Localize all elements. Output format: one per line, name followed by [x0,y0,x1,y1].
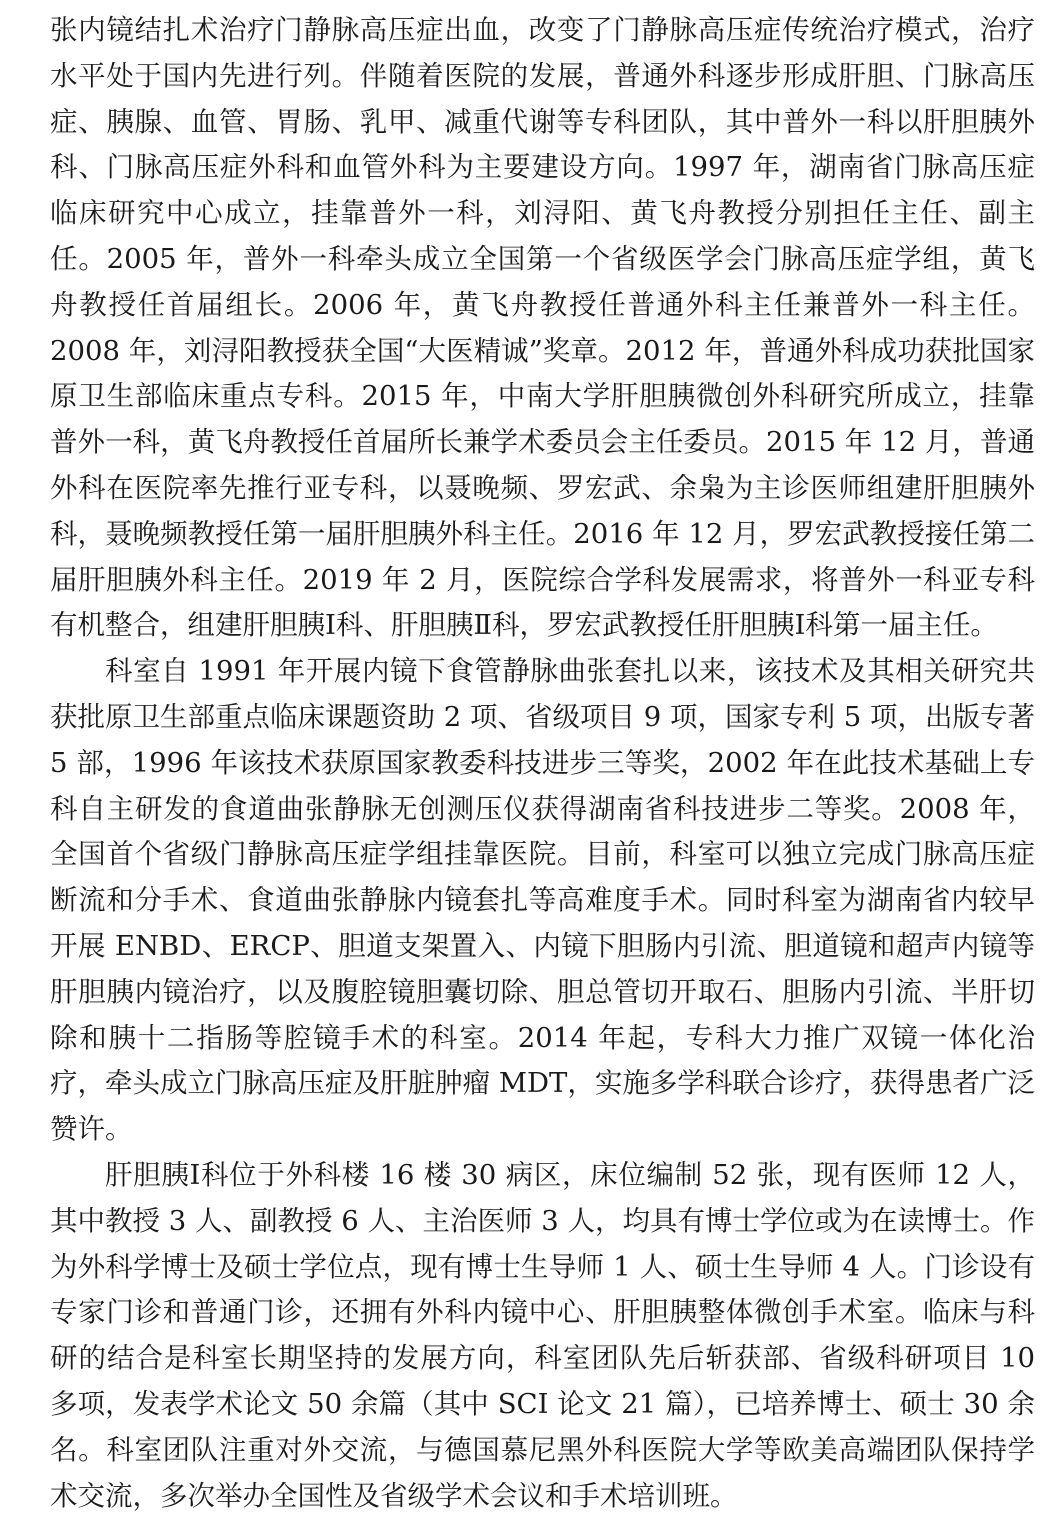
document-page [50,8,1035,1519]
paragraph-technology: 科室自 1991 年开展内镜下食管静脉曲张套扎以来，该技术及其相关研究共获批原卫生部重点临床课题资助 2 项、省级项目 9 项，国家专利 5 项，出版专著 5 部，1996 年该技术获原国家教委科技进步三等奖，2002 年在此技术基础上专科自主研发的食道曲张静脉无创测压仪获得湖南省科技进步二等奖。2008 年，全国首个省级门静脉高压症学组挂靠医院。目前，科室可以独立完成门脉高压症断流和分手术、食道曲张静脉内镜套扎等高难度手术。同时科室为湖南省内较早开展 ENBD、ERCP、胆道支架置入、内镜下胆肠内引流、胆道镜和超声内镜等肝胆胰内镜治疗，以及腹腔镜胆囊切除、胆总管切开取石、胆肠内引流、半肝切除和胰十二指肠等腔镜手术的科室。2014 年起，专科大力推广双镜一体化治疗，牵头成立门脉高压症及肝脏肿瘤 MDT，实施多学科联合诊疗，获得患者广泛赞许。 [50,655,1035,1146]
paragraph-department: 肝胆胰Ⅰ科位于外科楼 16 楼 30 病区，床位编制 52 张，现有医师 12 人，其中教授 3 人、副教授 6 人、主治医师 3 人，均具有博士学位或为在读博士。作为外科学博士及硕士学位点，现有博士生导师 1 人、硕士生导师 4 人。门诊设有专家门诊和普通门诊，还拥有外科内镜中心、肝胆胰整体微创手术室。临床与科研的结合是科室长期坚持的发展方向，科室团队先后斩获部、省级科研项目 10 多项，发表学术论文 50 余篇（其中 SCI 论文 21 篇），已培养博士、硕士 30 余名。科室团队注重对外交流，与德国慕尼黑外科医院大学等欧美高端团队保持学术交流，多次举办全国性及省级学术会议和手术培训班。 [50,1158,1035,1512]
paragraph-history: 张内镜结扎术治疗门静脉高压症出血，改变了门静脉高压症传统治疗模式，治疗水平处于国内先进行列。伴随着医院的发展，普通外科逐步形成肝胆、门脉高压症、胰腺、血管、胃肠、乳甲、减重代谢等专科团队，其中普外一科以肝胆胰外科、门脉高压症外科和血管外科为主要建设方向。1997 年，湖南省门脉高压症临床研究中心成立，挂靠普外一科，刘浔阳、黄飞舟教授分别担任主任、副主任。2005 年，普外一科牵头成立全国第一个省级医学会门脉高压症学组，黄飞舟教授任首届组长。2006 年，黄飞舟教授任普通外科主任兼普外一科主任。2008 年，刘浔阳教授获全国“大医精诚”奖章。2012 年，普通外科成功获批国家原卫生部临床重点专科。2015 年，中南大学肝胆胰微创外科研究所成立，挂靠普外一科，黄飞舟教授任首届所长兼学术委员会主任委员。2015 年 12 月，普通外科在医院率先推行亚专科，以聂晚频、罗宏武、余枭为主诊医师组建肝胆胰外科，聂晚频教授任第一届肝胆胰外科主任。2016 年 12 月，罗宏武教授接任第二届肝胆胰外科主任。2019 年 2 月，医院综合学科发展需求，将普外一科亚专科有机整合，组建肝胆胰Ⅰ科、肝胆胰Ⅱ科，罗宏武教授任肝胆胰Ⅰ科第一届主任。 [50,14,1035,642]
